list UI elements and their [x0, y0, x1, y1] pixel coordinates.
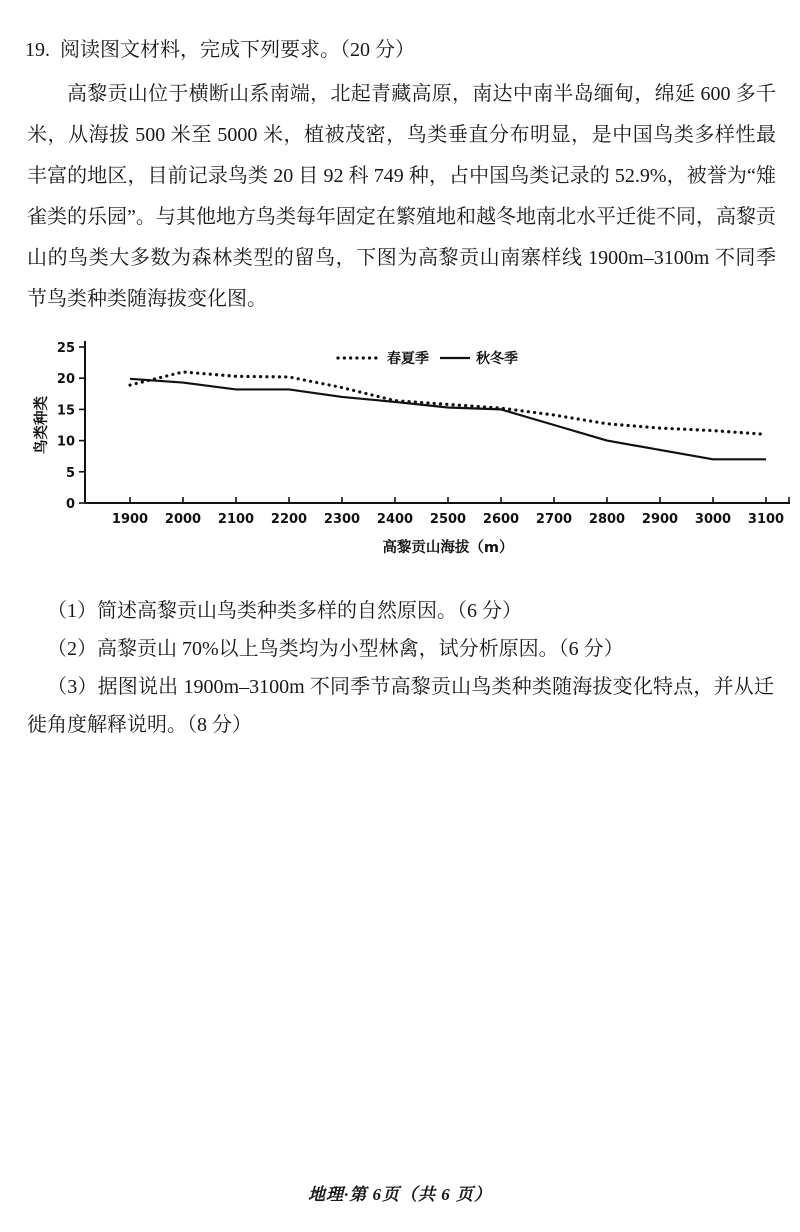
x-tick-label: 1900	[111, 512, 149, 527]
x-tick-label: 2300	[323, 512, 361, 527]
legend-label-spring-summer: 春夏季	[387, 351, 429, 367]
y-axis-title: 鸟类种类	[34, 396, 50, 454]
x-tick-label: 2200	[270, 512, 308, 527]
x-axis-title: 高黎贡山海拔（m）	[382, 540, 514, 556]
x-tick-label: 2900	[641, 512, 679, 527]
legend-label-autumn-winter: 秋冬季	[476, 351, 518, 367]
sub-question-3: （3）据图说出 1900m–3100m 不同季节高黎贡山鸟类种类随海拔变化特点，并从迁徙角度解释说明。（8 分）	[27, 676, 774, 736]
series-dotted	[130, 372, 766, 434]
x-tick-label: 2000	[164, 512, 202, 527]
x-tick-label: 3000	[694, 512, 732, 527]
x-tick-label: 2500	[429, 512, 467, 527]
question-title: 阅读图文材料，完成下列要求。（20 分）	[60, 39, 415, 61]
y-tick-label: 15	[56, 403, 75, 419]
question-paragraph: 高黎贡山位于横断山系南端，北起青藏高原，南达中南半岛缅甸，绵延 600 多千米，从海拔 500 米至 5000 米，植被茂密，鸟类垂直分布明显，是中国鸟类多样性最丰富的地区，目前记录鸟类 20 目 92 科 749 种，占中国鸟类记录的 52.9%，被誉为“雉雀类的乐园”。与其他地方鸟类每年固定在繁殖地和越冬地南北水平迁徙不同，高黎贡山的鸟类大多数为森林类型的留鸟，下图为高黎贡山南寨样线 1900m–3100m 不同季节鸟类种类随海拔变化图。	[27, 83, 776, 310]
x-tick-label: 3100	[747, 512, 785, 527]
y-tick-label: 20	[56, 372, 75, 388]
page-footer: 地理·第 6页（共 6 页）	[308, 1185, 492, 1204]
y-tick-label: 5	[65, 465, 75, 481]
question-header	[25, 33, 415, 62]
altitude-chart-svg	[30, 336, 790, 566]
sub-question-1: （1）简述高黎贡山鸟类种类多样的自然原因。（6 分）	[47, 600, 522, 622]
x-tick-label: 2800	[588, 512, 626, 527]
sub-question-2: （2）高黎贡山 70%以上鸟类均为小型林禽，试分析原因。（6 分）	[47, 638, 624, 660]
x-tick-label: 2100	[217, 512, 255, 527]
y-tick-label: 10	[56, 434, 75, 450]
sub-questions	[27, 592, 774, 744]
altitude-bird-species-chart	[30, 336, 790, 566]
y-tick-label: 0	[65, 497, 75, 512]
x-tick-label: 2700	[535, 512, 573, 527]
x-tick-label: 2600	[482, 512, 520, 527]
y-tick-label: 25	[56, 341, 75, 356]
x-tick-label: 2400	[376, 512, 414, 527]
series-solid	[130, 379, 766, 459]
question-number: 19.	[25, 39, 50, 61]
